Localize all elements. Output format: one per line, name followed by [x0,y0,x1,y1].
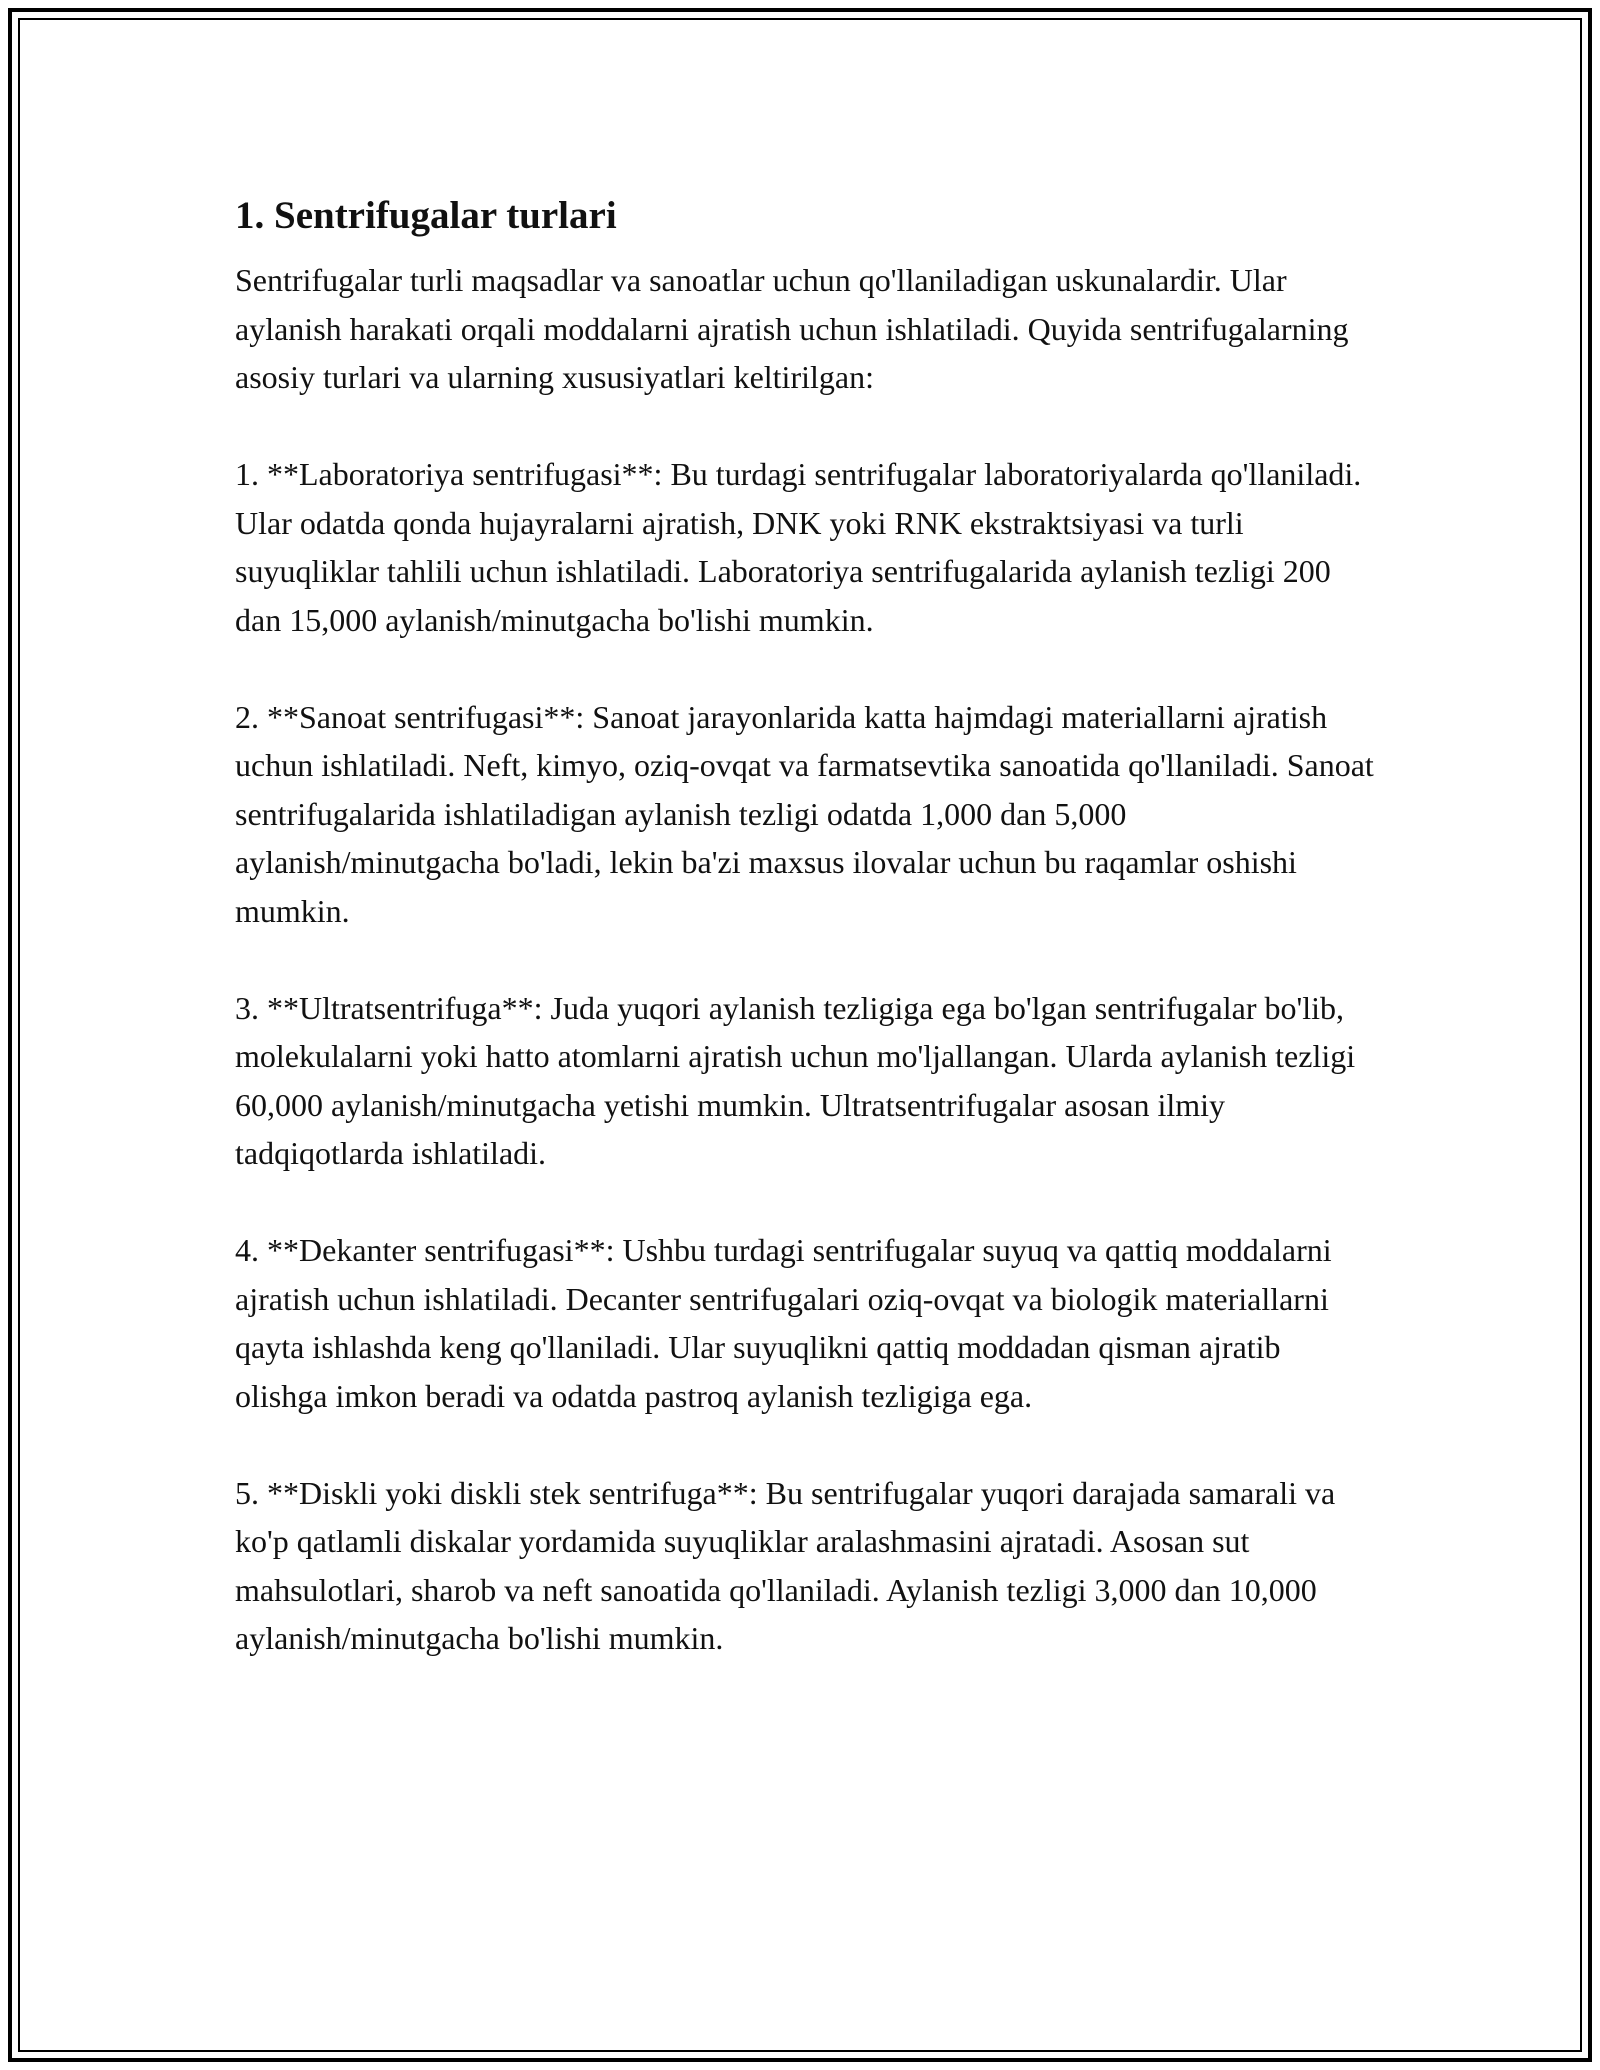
disc-stack-centrifuge-paragraph: 5. **Diskli yoki diskli stek sentrifuga**: Bu sentrifugalar yuqori darajada samarali va ko'p qatlamli diskalar yordamida suyuqliklar aralashmasini ajratadi. Asosan sut mahsulotlari, sharob va neft sanoatida qo'llaniladi. Aylanish tezligi 3,000 dan 10,000 aylanish/minutgacha bo'lishi mumkin. [235,1474,1336,1656]
industrial-centrifuge-paragraph: 2. **Sanoat sentrifugasi**: Sanoat jarayonlarida katta hajmdagi materiallarni ajratish uchun ishlatiladi. Neft, kimyo, oziq-ovqat va farmatsevtika sanoatida qo'llaniladi. Sanoat sentrifugalarida ishlatiladigan aylanish tezligi odatda 1,000 dan 5,000 aylanish/minutgacha bo'ladi, lekin ba'zi maxsus ilovalar uchun bu raqamlar oshishi mumkin. [235,698,1374,929]
decanter-centrifuge-paragraph: 4. **Dekanter sentrifugasi**: Ushbu turdagi sentrifugalar suyuq va qattiq moddalarni ajratish uchun ishlatiladi. Decanter sentrifugalari oziq-ovqat va biologik materiallarni qayta ishlashda keng qo'llaniladi. Ular suyuqlikni qattiq moddadan qisman ajratib olishga imkon beradi va odatda pastroq aylanish tezligiga ega. [235,1232,1332,1414]
section-heading: 1. Sentrifugalar turlari [235,194,617,237]
ultracentrifuge-paragraph: 3. **Ultratsentrifuga**: Juda yuqori aylanish tezligiga ega bo'lgan sentrifugalar bo'lib, molekulalarni yoki hatto atomlarni ajratish uchun mo'ljallangan. Ularda aylanish tezligi 60,000 aylanish/minutgacha yetishi mumkin. Ultratsentrifugalar asosan ilmiy tadqiqotlarda ishlatiladi. [235,989,1356,1171]
intro-paragraph: Sentrifugalar turli maqsadlar va sanoatlar uchun qo'llaniladigan uskunalardir. Ular aylanish harakati orqali moddalarni ajratish uchun ishlatiladi. Quyida sentrifugalarning asosiy turlari va ularning xususiyatlari keltirilgan: [235,262,1349,395]
document-body [235,188,1375,1711]
laboratory-centrifuge-paragraph: 1. **Laboratoriya sentrifugasi**: Bu turdagi sentrifugalar laboratoriyalarda qo'llaniladi. Ular odatda qonda hujayralarni ajratish, DNK yoki RNK ekstraktsiyasi va turli suyuqliklar tahlili uchun ishlatiladi. Laboratoriya sentrifugalarida aylanish tezligi 200 dan 15,000 aylanish/minutgacha bo'lishi mumkin. [235,456,1362,638]
